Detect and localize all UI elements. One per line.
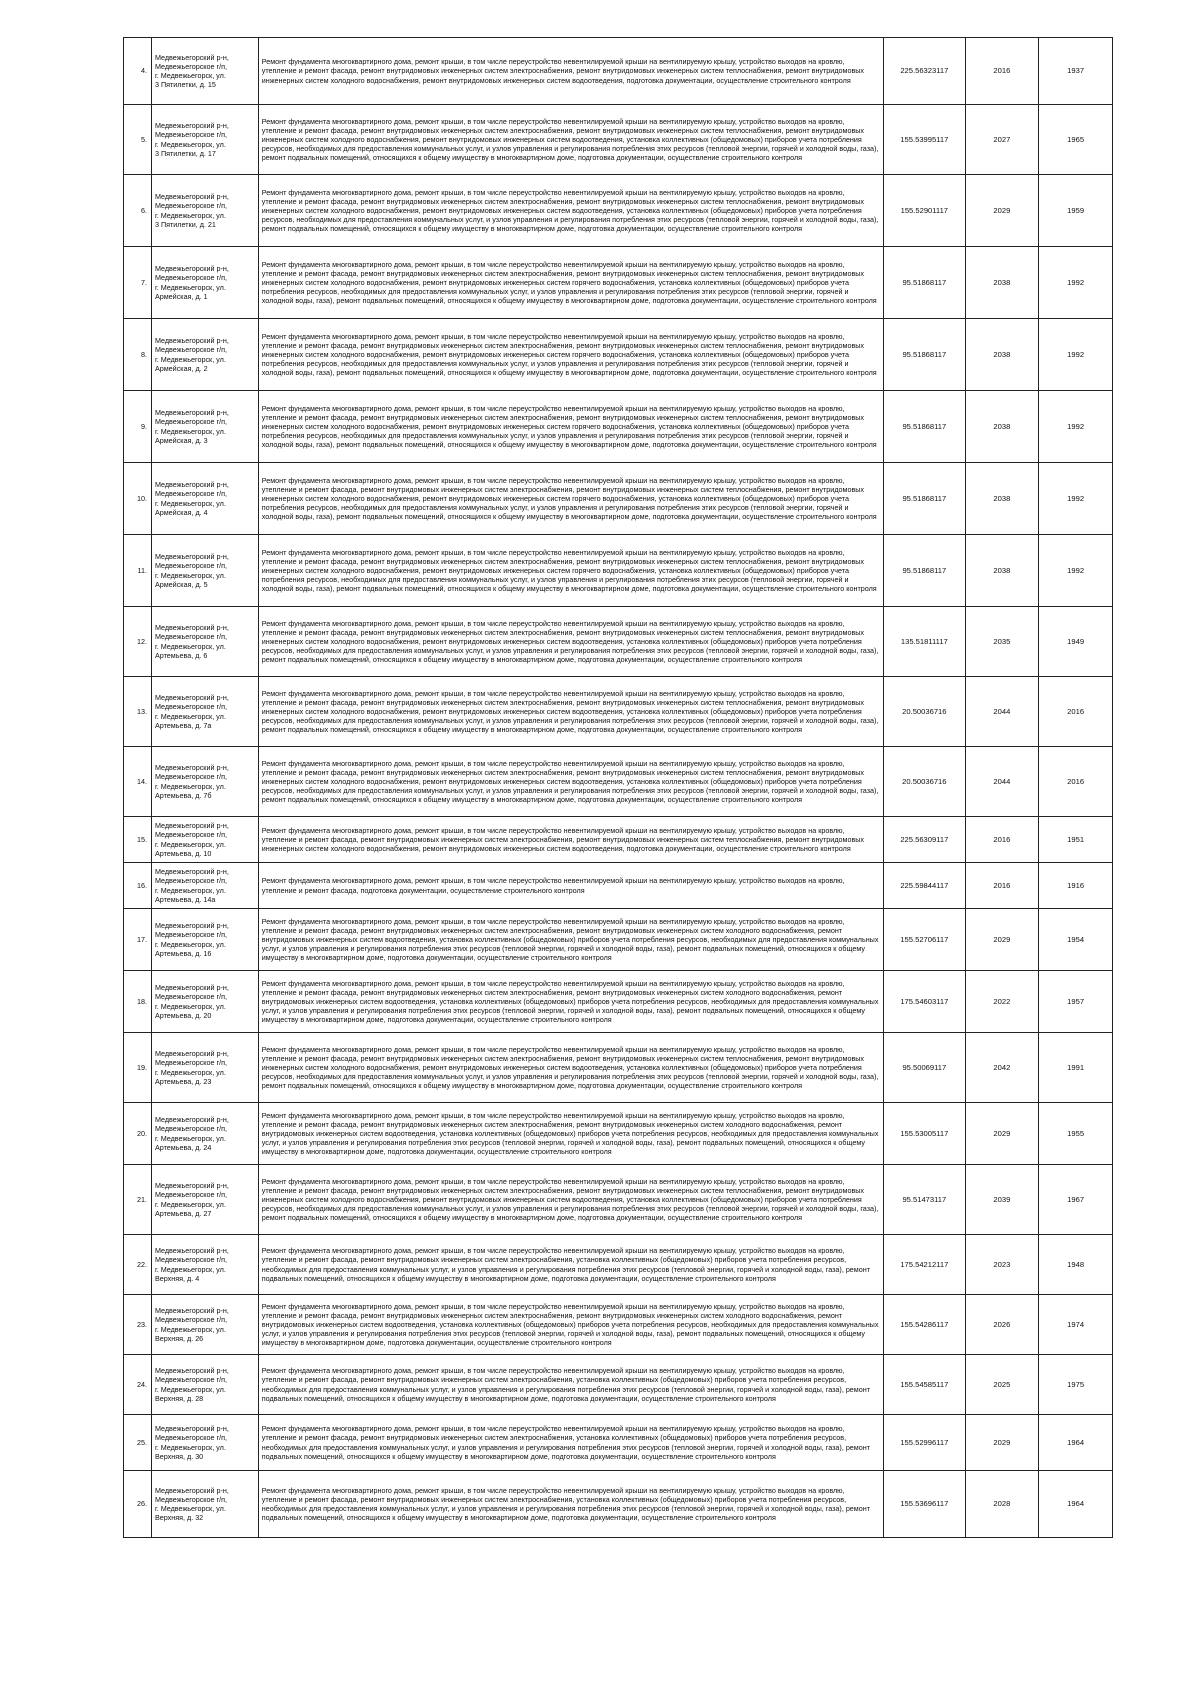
cost-value: 175.54603117: [884, 971, 965, 1033]
address-line: г. Медвежьегорск, ул.: [154, 1504, 226, 1513]
cost-value: 20.50036716: [884, 677, 965, 747]
table-row: [124, 1471, 1113, 1538]
address-cell: [151, 463, 258, 535]
address-cell: [151, 105, 258, 175]
row-number: 13.: [124, 677, 152, 747]
address-line: г. Медвежьегорск, ул.: [154, 711, 226, 721]
address-cell: [151, 909, 258, 971]
address-line: Артемьева, д. 16: [154, 948, 212, 958]
cost-value: 95.51868117: [884, 391, 965, 463]
row-number: 14.: [124, 747, 152, 817]
works-description: Ремонт фундамента многоквартирного дома, ремонт крыши, в том числе переустройство невентилируемой крыши на вентилируемую крышу, устройство выходов на кровлю, утепление и ремонт фасада, подготовка документации, осуществление строительного контроля: [258, 863, 883, 909]
row-number: 15.: [124, 817, 152, 863]
address-line: Медвежьегорский р-н,: [154, 983, 229, 993]
address-line: Медвежьегорский р-н,: [154, 552, 229, 562]
address-cell: [151, 1355, 258, 1415]
build-year: 1948: [1039, 1235, 1113, 1295]
works-description: Ремонт фундамента многоквартирного дома, ремонт крыши, в том числе переустройство невентилируемой крыши на вентилируемую крышу, устройство выходов на кровлю, утепление и ремонт фасада, ремонт внутридомовых инженерных систем электроснабжения, ремонт внутридомовых инженерных систем теплоснабжения, ремонт внутридомовых инженерных систем холодного водоснабжения, ремонт внутридомовых инженерных систем водоотведения, установка коллективных (общедомовых) приборов учета потребления ресурсов, необходимых для предоставления коммунальных услуг, и узлов управления и регулирования потребления этих ресурсов (тепловой энергии, горячей и холодной воды, газа), ремонт подвальных помещений, относящихся к общему имуществу в многоквартирном доме, подготовка документации, осуществление строительного контроля: [258, 1165, 883, 1235]
address-line: Медвежьегорское г/п,: [154, 1190, 228, 1200]
address-line: Медвежьегорский р-н,: [154, 1115, 229, 1125]
address-line: Медвежьегорское г/п,: [154, 772, 228, 782]
address-line: Медвежьегорский р-н,: [154, 1485, 229, 1495]
address-cell: [151, 391, 258, 463]
address-line: Медвежьегорское г/п,: [154, 61, 228, 71]
address-line: Медвежьегорский р-н,: [154, 480, 229, 490]
address-line: Медвежьегорский р-н,: [154, 763, 229, 773]
address-line: Медвежьегорский р-н,: [154, 1246, 229, 1256]
address-line: Медвежьегорский р-н,: [154, 52, 229, 62]
address-line: 3 Пятилетки, д. 21: [154, 219, 216, 229]
address-cell: [151, 863, 258, 909]
planned-year: 2038: [965, 463, 1039, 535]
build-year: 1992: [1039, 535, 1113, 607]
cost-value: 155.52996117: [884, 1415, 965, 1471]
table-row: [124, 817, 1113, 863]
address-line: г. Медвежьегорск, ул.: [154, 570, 226, 580]
row-number: 22.: [124, 1235, 152, 1295]
table-row: [124, 971, 1113, 1033]
address-line: Медвежьегорский р-н,: [154, 336, 229, 346]
address-line: Медвежьегорское г/п,: [154, 1255, 228, 1265]
address-line: г. Медвежьегорск, ул.: [154, 1264, 226, 1274]
address-line: Медвежьегорский р-н,: [154, 121, 229, 131]
address-line: г. Медвежьегорск, ул.: [154, 139, 226, 149]
address-line: Медвежьегорский р-н,: [154, 821, 229, 831]
address-line: Медвежьегорский р-н,: [154, 264, 229, 274]
row-number: 11.: [124, 535, 152, 607]
works-description: Ремонт фундамента многоквартирного дома, ремонт крыши, в том числе переустройство невентилируемой крыши на вентилируемую крышу, устройство выходов на кровлю, утепление и ремонт фасада, ремонт внутридомовых инженерных систем электроснабжения, ремонт внутридомовых инженерных систем теплоснабжения, ремонт внутридомовых инженерных систем холодного водоснабжения, ремонт внутридомовых инженерных систем водоотведения, подготовка документации, осуществление строительного контроля: [258, 817, 883, 863]
address-cell: [151, 1471, 258, 1538]
cost-value: 175.54212117: [884, 1235, 965, 1295]
cost-value: 95.51868117: [884, 319, 965, 391]
planned-year: 2038: [965, 319, 1039, 391]
address-line: Медвежьегорский р-н,: [154, 408, 229, 418]
build-year: 1951: [1039, 817, 1113, 863]
row-number: 20.: [124, 1103, 152, 1165]
planned-year: 2029: [965, 1415, 1039, 1471]
build-year: 1957: [1039, 971, 1113, 1033]
build-year: 1991: [1039, 1033, 1113, 1103]
table-row: [124, 1235, 1113, 1295]
address-line: Артемьева, д. 14а: [154, 894, 216, 904]
planned-year: 2016: [965, 817, 1039, 863]
planned-year: 2029: [965, 175, 1039, 247]
address-cell: [151, 971, 258, 1033]
address-cell: [151, 1295, 258, 1355]
planned-year: 2038: [965, 535, 1039, 607]
address-line: Медвежьегорское г/п,: [154, 273, 228, 283]
build-year: 1975: [1039, 1355, 1113, 1415]
table-row: [124, 1033, 1113, 1103]
table-row: [124, 463, 1113, 535]
build-year: 1992: [1039, 463, 1113, 535]
address-line: Медвежьегорское г/п,: [154, 930, 228, 940]
address-cell: [151, 607, 258, 677]
planned-year: 2029: [965, 909, 1039, 971]
row-number: 10.: [124, 463, 152, 535]
address-cell: [151, 1235, 258, 1295]
row-number: 18.: [124, 971, 152, 1033]
address-line: Медвежьегорский р-н,: [154, 1181, 229, 1191]
works-description: Ремонт фундамента многоквартирного дома, ремонт крыши, в том числе переустройство невентилируемой крыши на вентилируемую крышу, устройство выходов на кровлю, утепление и ремонт фасада, ремонт внутридомовых инженерных систем электроснабжения, ремонт внутридомовых инженерных систем теплоснабжения, ремонт внутридомовых инженерных систем холодного водоснабжения, ремонт внутридомовых инженерных систем горячего водоснабжения, установка коллективных (общедомовых) приборов учета потребления ресурсов, необходимых для предоставления коммунальных услуг, и узлов управления и регулирования потребления этих ресурсов (тепловой энергии, горячей и холодной воды, газа), ремонт подвальных помещений, относящихся к общему имуществу в многоквартирном доме, подготовка документации, осуществление строительного контроля: [258, 463, 883, 535]
planned-year: 2028: [965, 1471, 1039, 1538]
row-number: 19.: [124, 1033, 152, 1103]
works-description: Ремонт фундамента многоквартирного дома, ремонт крыши, в том числе переустройство невентилируемой крыши на вентилируемую крышу, устройство выходов на кровлю, утепление и ремонт фасада, ремонт внутридомовых инженерных систем электроснабжения, ремонт внутридомовых инженерных систем теплоснабжения, ремонт внутридомовых инженерных систем холодного водоснабжения, ремонт внутридомовых инженерных систем водоотведения, установка коллективных (общедомовых) приборов учета потребления ресурсов, необходимых для предоставления коммунальных услуг, и узлов управления и регулирования потребления этих ресурсов (тепловой энергии, горячей и холодной воды, газа), ремонт подвальных помещений, относящихся к общему имуществу в многоквартирном доме, подготовка документации, осуществление строительного контроля: [258, 607, 883, 677]
address-line: г. Медвежьегорск, ул.: [154, 1199, 226, 1209]
address-line: г. Медвежьегорск, ул.: [154, 885, 226, 895]
planned-year: 2038: [965, 391, 1039, 463]
cost-value: 225.59844117: [884, 863, 965, 909]
planned-year: 2023: [965, 1235, 1039, 1295]
address-line: г. Медвежьегорск, ул.: [154, 1067, 226, 1077]
table-row: [124, 391, 1113, 463]
address-cell: [151, 747, 258, 817]
table-row: [124, 1295, 1113, 1355]
address-cell: [151, 1165, 258, 1235]
address-line: Медвежьегорское г/п,: [154, 1494, 228, 1504]
table-row: [124, 38, 1113, 105]
address-cell: [151, 1103, 258, 1165]
build-year: 1965: [1039, 105, 1113, 175]
cost-value: 155.54585117: [884, 1355, 965, 1415]
table-row: [124, 535, 1113, 607]
build-year: 1992: [1039, 319, 1113, 391]
address-line: г. Медвежьегорск, ул.: [154, 939, 226, 949]
planned-year: 2035: [965, 607, 1039, 677]
planned-year: 2016: [965, 863, 1039, 909]
address-cell: [151, 247, 258, 319]
table-row: [124, 1103, 1113, 1165]
works-description: Ремонт фундамента многоквартирного дома, ремонт крыши, в том числе переустройство невентилируемой крыши на вентилируемую крышу, устройство выходов на кровлю, утепление и ремонт фасада, ремонт внутридомовых инженерных систем электроснабжения, установка коллективных (общедомовых) приборов учета потребления ресурсов, необходимых для предоставления коммунальных услуг, и узлов управления и регулирования потребления этих ресурсов (тепловой энергии, горячей и холодной воды, газа), ремонт подвальных помещений, относящихся к общему имуществу в многоквартирном доме, подготовка документации, осуществление строительного контроля: [258, 1415, 883, 1471]
address-line: Медвежьегорский р-н,: [154, 867, 229, 877]
row-number: 17.: [124, 909, 152, 971]
address-cell: [151, 1033, 258, 1103]
row-number: 4.: [124, 38, 152, 105]
build-year: 1967: [1039, 1165, 1113, 1235]
table-row: [124, 677, 1113, 747]
address-line: Верхняя, д. 30: [154, 1451, 204, 1461]
cost-value: 225.56323117: [884, 38, 965, 105]
cost-value: 135.51811117: [884, 607, 965, 677]
works-description: Ремонт фундамента многоквартирного дома, ремонт крыши, в том числе переустройство невентилируемой крыши на вентилируемую крышу, устройство выходов на кровлю, утепление и ремонт фасада, ремонт внутридомовых инженерных систем электроснабжения, ремонт внутридомовых инженерных систем теплоснабжения, ремонт внутридомовых инженерных систем холодного водоснабжения, ремонт внутридомовых инженерных систем горячего водоснабжения, установка коллективных (общедомовых) приборов учета потребления ресурсов, необходимых для предоставления коммунальных услуг, и узлов управления и регулирования потребления этих ресурсов (тепловой энергии, горячей и холодной воды, газа), ремонт подвальных помещений, относящихся к общему имуществу в многоквартирном доме, подготовка документации, осуществление строительного контроля: [258, 319, 883, 391]
planned-year: 2016: [965, 38, 1039, 105]
works-description: Ремонт фундамента многоквартирного дома, ремонт крыши, в том числе переустройство невентилируемой крыши на вентилируемую крышу, устройство выходов на кровлю, утепление и ремонт фасада, ремонт внутридомовых инженерных систем электроснабжения, установка коллективных (общедомовых) приборов учета потребления ресурсов, необходимых для предоставления коммунальных услуг, и узлов управления и регулирования потребления этих ресурсов (тепловой энергии, горячей и холодной воды, газа), ремонт подвальных помещений, относящихся к общему имуществу в многоквартирном доме, подготовка документации, осуществление строительного контроля: [258, 1471, 883, 1538]
address-line: Артемьева, д. 7б: [154, 790, 212, 800]
row-number: 5.: [124, 105, 152, 175]
address-cell: [151, 1415, 258, 1471]
address-cell: [151, 817, 258, 863]
planned-year: 2044: [965, 677, 1039, 747]
build-year: 1992: [1039, 247, 1113, 319]
address-line: г. Медвежьегорск, ул.: [154, 1001, 226, 1011]
address-line: Медвежьегорское г/п,: [154, 345, 228, 355]
address-line: Армейская, д. 1: [154, 291, 208, 301]
address-line: Артемьева, д. 23: [154, 1076, 212, 1086]
address-line: г. Медвежьегорск, ул.: [154, 1442, 226, 1452]
address-line: г. Медвежьегорск, ул.: [154, 210, 226, 220]
table-row: [124, 247, 1113, 319]
table-row: [124, 319, 1113, 391]
address-cell: [151, 677, 258, 747]
row-number: 24.: [124, 1355, 152, 1415]
planned-year: 2039: [965, 1165, 1039, 1235]
address-line: Медвежьегорский р-н,: [154, 1424, 229, 1434]
cost-value: 155.52706117: [884, 909, 965, 971]
works-description: Ремонт фундамента многоквартирного дома, ремонт крыши, в том числе переустройство невентилируемой крыши на вентилируемую крышу, устройство выходов на кровлю, утепление и ремонт фасада, ремонт внутридомовых инженерных систем электроснабжения, установка коллективных (общедомовых) приборов учета потребления ресурсов, необходимых для предоставления коммунальных услуг, и узлов управления и регулирования потребления этих ресурсов (тепловой энергии, горячей и холодной воды, газа), ремонт подвальных помещений, относящихся к общему имуществу в многоквартирном доме, подготовка документации, осуществление строительного контроля: [258, 1235, 883, 1295]
address-line: Верхняя, д. 32: [154, 1513, 204, 1523]
planned-year: 2026: [965, 1295, 1039, 1355]
table-row: [124, 105, 1113, 175]
address-line: Артемьева, д. 6: [154, 650, 208, 660]
address-line: г. Медвежьегорск, ул.: [154, 839, 226, 849]
cost-value: 155.53005117: [884, 1103, 965, 1165]
address-line: Медвежьегорское г/п,: [154, 417, 228, 427]
address-line: Армейская, д. 4: [154, 507, 208, 517]
table-row: [124, 863, 1113, 909]
cost-value: 95.51868117: [884, 535, 965, 607]
address-line: 3 Пятилетки, д. 15: [154, 80, 216, 90]
address-line: Медвежьегорское г/п,: [154, 702, 228, 712]
address-line: г. Медвежьегорск, ул.: [154, 282, 226, 292]
build-year: 1964: [1039, 1471, 1113, 1538]
address-line: Медвежьегорское г/п,: [154, 561, 228, 571]
address-line: Медвежьегорский р-н,: [154, 693, 229, 703]
planned-year: 2029: [965, 1103, 1039, 1165]
works-description: Ремонт фундамента многоквартирного дома, ремонт крыши, в том числе переустройство невентилируемой крыши на вентилируемую крышу, устройство выходов на кровлю, утепление и ремонт фасада, ремонт внутридомовых инженерных систем электроснабжения, ремонт внутридомовых инженерных систем теплоснабжения, ремонт внутридомовых инженерных систем холодного водоснабжения, ремонт внутридомовых инженерных систем водоотведения, подготовка документации, осуществление строительного контроля: [258, 38, 883, 105]
build-year: 2016: [1039, 747, 1113, 817]
cost-value: 95.51868117: [884, 247, 965, 319]
build-year: 1992: [1039, 391, 1113, 463]
address-line: г. Медвежьегорск, ул.: [154, 781, 226, 791]
table-row: [124, 607, 1113, 677]
row-number: 16.: [124, 863, 152, 909]
address-line: Армейская, д. 3: [154, 435, 208, 445]
cost-value: 95.51473117: [884, 1165, 965, 1235]
works-description: Ремонт фундамента многоквартирного дома, ремонт крыши, в том числе переустройство невентилируемой крыши на вентилируемую крышу, устройство выходов на кровлю, утепление и ремонт фасада, ремонт внутридомовых инженерных систем электроснабжения, ремонт внутридомовых инженерных систем холодного водоснабжения, ремонт внутридомовых инженерных систем водоотведения, установка коллективных (общедомовых) приборов учета потребления ресурсов, необходимых для предоставления коммунальных услуг, и узлов управления и регулирования потребления этих ресурсов (тепловой энергии, горячей и холодной воды, газа), ремонт подвальных помещений, относящихся к общему имуществу в многоквартирном доме, подготовка документации, осуществление строительного контроля: [258, 1103, 883, 1165]
address-line: Медвежьегорское г/п,: [154, 1124, 228, 1134]
address-cell: [151, 175, 258, 247]
address-line: Медвежьегорское г/п,: [154, 489, 228, 499]
planned-year: 2044: [965, 747, 1039, 817]
address-line: Медвежьегорский р-н,: [154, 1306, 229, 1316]
build-year: 1949: [1039, 607, 1113, 677]
build-year: 1964: [1039, 1415, 1113, 1471]
address-line: г. Медвежьегорск, ул.: [154, 1384, 226, 1394]
table-row: [124, 1355, 1113, 1415]
works-description: Ремонт фундамента многоквартирного дома, ремонт крыши, в том числе переустройство невентилируемой крыши на вентилируемую крышу, устройство выходов на кровлю, утепление и ремонт фасада, ремонт внутридомовых инженерных систем электроснабжения, ремонт внутридомовых инженерных систем теплоснабжения, ремонт внутридомовых инженерных систем холодного водоснабжения, ремонт внутридомовых инженерных систем водоотведения, установка коллективных (общедомовых) приборов учета потребления ресурсов, необходимых для предоставления коммунальных услуг, и узлов управления и регулирования потребления этих ресурсов (тепловой энергии, горячей и холодной воды, газа), ремонт подвальных помещений, относящихся к общему имуществу в многоквартирном доме, подготовка документации, осуществление строительного контроля: [258, 175, 883, 247]
address-line: г. Медвежьегорск, ул.: [154, 1133, 226, 1143]
build-year: 1974: [1039, 1295, 1113, 1355]
address-line: Медвежьегорское г/п,: [154, 1058, 228, 1068]
address-line: г. Медвежьегорск, ул.: [154, 354, 226, 364]
address-line: Медвежьегорский р-н,: [154, 192, 229, 202]
row-number: 12.: [124, 607, 152, 677]
address-line: Верхняя, д. 4: [154, 1273, 200, 1283]
address-line: г. Медвежьегорск, ул.: [154, 426, 226, 436]
address-line: г. Медвежьегорск, ул.: [154, 71, 226, 80]
cost-value: 155.54286117: [884, 1295, 965, 1355]
works-description: Ремонт фундамента многоквартирного дома, ремонт крыши, в том числе переустройство невентилируемой крыши на вентилируемую крышу, устройство выходов на кровлю, утепление и ремонт фасада, ремонт внутридомовых инженерных систем электроснабжения, ремонт внутридомовых инженерных систем теплоснабжения, ремонт внутридомовых инженерных систем холодного водоснабжения, ремонт внутридомовых инженерных систем водоотведения, установка коллективных (общедомовых) приборов учета потребления ресурсов, необходимых для предоставления коммунальных услуг, и узлов управления и регулирования потребления этих ресурсов (тепловой энергии, горячей и холодной воды, газа), ремонт подвальных помещений, относящихся к общему имуществу в многоквартирном доме, подготовка документации, осуществление строительного контроля: [258, 1033, 883, 1103]
row-number: 6.: [124, 175, 152, 247]
address-line: Верхняя, д. 26: [154, 1333, 204, 1343]
table-row: [124, 175, 1113, 247]
address-line: Медвежьегорский р-н,: [154, 1049, 229, 1059]
address-line: Артемьева, д. 20: [154, 1010, 212, 1020]
build-year: 1954: [1039, 909, 1113, 971]
row-number: 26.: [124, 1471, 152, 1538]
row-number: 8.: [124, 319, 152, 391]
row-number: 21.: [124, 1165, 152, 1235]
planned-year: 2022: [965, 971, 1039, 1033]
works-description: Ремонт фундамента многоквартирного дома, ремонт крыши, в том числе переустройство невентилируемой крыши на вентилируемую крышу, устройство выходов на кровлю, утепление и ремонт фасада, ремонт внутридомовых инженерных систем электроснабжения, ремонт внутридомовых инженерных систем теплоснабжения, ремонт внутридомовых инженерных систем холодного водоснабжения, ремонт внутридомовых инженерных систем горячего водоснабжения, установка коллективных (общедомовых) приборов учета потребления ресурсов, необходимых для предоставления коммунальных услуг, и узлов управления и регулирования потребления этих ресурсов (тепловой энергии, горячей и холодной воды, газа), ремонт подвальных помещений, относящихся к общему имуществу в многоквартирном доме, подготовка документации, осуществление строительного контроля: [258, 535, 883, 607]
address-line: г. Медвежьегорск, ул.: [154, 641, 226, 651]
planned-year: 2038: [965, 247, 1039, 319]
address-cell: [151, 319, 258, 391]
build-year: 1916: [1039, 863, 1113, 909]
address-line: Медвежьегорский р-н,: [154, 921, 229, 931]
works-description: Ремонт фундамента многоквартирного дома, ремонт крыши, в том числе переустройство невентилируемой крыши на вентилируемую крышу, устройство выходов на кровлю, утепление и ремонт фасада, ремонт внутридомовых инженерных систем электроснабжения, ремонт внутридомовых инженерных систем холодного водоснабжения, ремонт внутридомовых инженерных систем водоотведения, установка коллективных (общедомовых) приборов учета потребления ресурсов, необходимых для предоставления коммунальных услуг, и узлов управления и регулирования потребления этих ресурсов (тепловой энергии, горячей и холодной воды, газа), ремонт подвальных помещений, относящихся к общему имуществу в многоквартирном доме, подготовка документации, осуществление строительного контроля: [258, 1295, 883, 1355]
row-number: 7.: [124, 247, 152, 319]
address-line: Артемьева, д. 7а: [154, 720, 212, 730]
cost-value: 225.56309117: [884, 817, 965, 863]
address-line: Медвежьегорское г/п,: [154, 1315, 228, 1325]
row-number: 9.: [124, 391, 152, 463]
address-line: Армейская, д. 2: [154, 363, 208, 373]
planned-year: 2042: [965, 1033, 1039, 1103]
table-row: [124, 1165, 1113, 1235]
row-number: 23.: [124, 1295, 152, 1355]
works-description: Ремонт фундамента многоквартирного дома, ремонт крыши, в том числе переустройство невентилируемой крыши на вентилируемую крышу, устройство выходов на кровлю, утепление и ремонт фасада, ремонт внутридомовых инженерных систем электроснабжения, ремонт внутридомовых инженерных систем теплоснабжения, ремонт внутридомовых инженерных систем холодного водоснабжения, ремонт внутридомовых инженерных систем водоотведения, установка коллективных (общедомовых) приборов учета потребления ресурсов, необходимых для предоставления коммунальных услуг, и узлов управления и регулирования потребления этих ресурсов (тепловой энергии, горячей и холодной воды, газа), ремонт подвальных помещений, относящихся к общему имуществу в многоквартирном доме, подготовка документации, осуществление строительного контроля: [258, 677, 883, 747]
works-description: Ремонт фундамента многоквартирного дома, ремонт крыши, в том числе переустройство невентилируемой крыши на вентилируемую крышу, устройство выходов на кровлю, утепление и ремонт фасада, ремонт внутридомовых инженерных систем электроснабжения, установка коллективных (общедомовых) приборов учета потребления ресурсов, необходимых для предоставления коммунальных услуг, и узлов управления и регулирования потребления этих ресурсов (тепловой энергии, горячей и холодной воды, газа), ремонт подвальных помещений, относящихся к общему имуществу в многоквартирном доме, подготовка документации, осуществление строительного контроля: [258, 1355, 883, 1415]
table-row: [124, 747, 1113, 817]
works-description: Ремонт фундамента многоквартирного дома, ремонт крыши, в том числе переустройство невентилируемой крыши на вентилируемую крышу, устройство выходов на кровлю, утепление и ремонт фасада, ремонт внутридомовых инженерных систем электроснабжения, ремонт внутридомовых инженерных систем холодного водоснабжения, ремонт внутридомовых инженерных систем водоотведения, установка коллективных (общедомовых) приборов учета потребления ресурсов, необходимых для предоставления коммунальных услуг, и узлов управления и регулирования потребления этих ресурсов (тепловой энергии, горячей и холодной воды, газа), ремонт подвальных помещений, относящихся к общему имуществу в многоквартирном доме, подготовка документации, осуществление строительного контроля: [258, 971, 883, 1033]
address-line: Медвежьегорское г/п,: [154, 632, 228, 642]
build-year: 1937: [1039, 38, 1113, 105]
works-description: Ремонт фундамента многоквартирного дома, ремонт крыши, в том числе переустройство невентилируемой крыши на вентилируемую крышу, устройство выходов на кровлю, утепление и ремонт фасада, ремонт внутридомовых инженерных систем электроснабжения, ремонт внутридомовых инженерных систем теплоснабжения, ремонт внутридомовых инженерных систем холодного водоснабжения, ремонт внутридомовых инженерных систем горячего водоснабжения, установка коллективных (общедомовых) приборов учета потребления ресурсов, необходимых для предоставления коммунальных услуг, и узлов управления и регулирования потребления этих ресурсов (тепловой энергии, горячей и холодной воды, газа), ремонт подвальных помещений, относящихся к общему имуществу в многоквартирном доме, подготовка документации, осуществление строительного контроля: [258, 247, 883, 319]
address-line: Артемьева, д. 10: [154, 848, 212, 858]
planned-year: 2025: [965, 1355, 1039, 1415]
works-description: Ремонт фундамента многоквартирного дома, ремонт крыши, в том числе переустройство невентилируемой крыши на вентилируемую крышу, устройство выходов на кровлю, утепление и ремонт фасада, ремонт внутридомовых инженерных систем электроснабжения, ремонт внутридомовых инженерных систем теплоснабжения, ремонт внутридомовых инженерных систем холодного водоснабжения, ремонт внутридомовых инженерных систем водоотведения, установка коллективных (общедомовых) приборов учета потребления ресурсов, необходимых для предоставления коммунальных услуг, и узлов управления и регулирования потребления этих ресурсов (тепловой энергии, горячей и холодной воды, газа), ремонт подвальных помещений, относящихся к общему имуществу в многоквартирном доме, подготовка документации, осуществление строительного контроля: [258, 747, 883, 817]
cost-value: 95.51868117: [884, 463, 965, 535]
cost-value: 155.52901117: [884, 175, 965, 247]
address-line: 3 Пятилетки, д. 17: [154, 148, 216, 158]
address-line: Медвежьегорское г/п,: [154, 1375, 228, 1385]
cost-value: 20.50036716: [884, 747, 965, 817]
cost-value: 155.53995117: [884, 105, 965, 175]
address-line: Артемьева, д. 24: [154, 1142, 212, 1152]
works-description: Ремонт фундамента многоквартирного дома, ремонт крыши, в том числе переустройство невентилируемой крыши на вентилируемую крышу, устройство выходов на кровлю, утепление и ремонт фасада, ремонт внутридомовых инженерных систем электроснабжения, ремонт внутридомовых инженерных систем холодного водоснабжения, ремонт внутридомовых инженерных систем водоотведения, установка коллективных (общедомовых) приборов учета потребления ресурсов, необходимых для предоставления коммунальных услуг, и узлов управления и регулирования потребления этих ресурсов (тепловой энергии, горячей и холодной воды, газа), ремонт подвальных помещений, относящихся к общему имуществу в многоквартирном доме, подготовка документации, осуществление строительного контроля: [258, 909, 883, 971]
address-cell: [151, 535, 258, 607]
address-line: Медвежьегорский р-н,: [154, 623, 229, 633]
address-cell: [151, 38, 258, 105]
cost-value: 95.50069117: [884, 1033, 965, 1103]
cost-value: 155.53696117: [884, 1471, 965, 1538]
address-line: Медвежьегорское г/п,: [154, 1433, 228, 1443]
address-line: Верхняя, д. 28: [154, 1393, 204, 1403]
row-number: 25.: [124, 1415, 152, 1471]
planned-year: 2027: [965, 105, 1039, 175]
address-line: Армейская, д. 5: [154, 579, 208, 589]
build-year: 2016: [1039, 677, 1113, 747]
address-line: Медвежьегорское г/п,: [154, 876, 228, 886]
address-line: Артемьева, д. 27: [154, 1208, 212, 1218]
table-row: [124, 1415, 1113, 1471]
build-year: 1955: [1039, 1103, 1113, 1165]
address-line: Медвежьегорское г/п,: [154, 130, 228, 140]
address-line: Медвежьегорское г/п,: [154, 992, 228, 1002]
build-year: 1959: [1039, 175, 1113, 247]
address-line: г. Медвежьегорск, ул.: [154, 1324, 226, 1334]
address-line: Медвежьегорское г/п,: [154, 201, 228, 211]
table-row: [124, 909, 1113, 971]
address-line: Медвежьегорский р-н,: [154, 1366, 229, 1376]
works-description: Ремонт фундамента многоквартирного дома, ремонт крыши, в том числе переустройство невентилируемой крыши на вентилируемую крышу, устройство выходов на кровлю, утепление и ремонт фасада, ремонт внутридомовых инженерных систем электроснабжения, ремонт внутридомовых инженерных систем теплоснабжения, ремонт внутридомовых инженерных систем холодного водоснабжения, ремонт внутридомовых инженерных систем горячего водоснабжения, установка коллективных (общедомовых) приборов учета потребления ресурсов, необходимых для предоставления коммунальных услуг, и узлов управления и регулирования потребления этих ресурсов (тепловой энергии, горячей и холодной воды, газа), ремонт подвальных помещений, относящихся к общему имуществу в многоквартирном доме, подготовка документации, осуществление строительного контроля: [258, 391, 883, 463]
works-description: Ремонт фундамента многоквартирного дома, ремонт крыши, в том числе переустройство невентилируемой крыши на вентилируемую крышу, устройство выходов на кровлю, утепление и ремонт фасада, ремонт внутридомовых инженерных систем электроснабжения, ремонт внутридомовых инженерных систем теплоснабжения, ремонт внутридомовых инженерных систем холодного водоснабжения, ремонт внутридомовых инженерных систем водоотведения, установка коллективных (общедомовых) приборов учета потребления ресурсов, необходимых для предоставления коммунальных услуг, и узлов управления и регулирования потребления этих ресурсов (тепловой энергии, горячей и холодной воды, газа), ремонт подвальных помещений, относящихся к общему имуществу в многоквартирном доме, подготовка документации, осуществление строительного контроля: [258, 105, 883, 175]
address-line: Медвежьегорское г/п,: [154, 830, 228, 840]
address-line: г. Медвежьегорск, ул.: [154, 498, 226, 508]
capital-repair-table: [123, 37, 1113, 1538]
